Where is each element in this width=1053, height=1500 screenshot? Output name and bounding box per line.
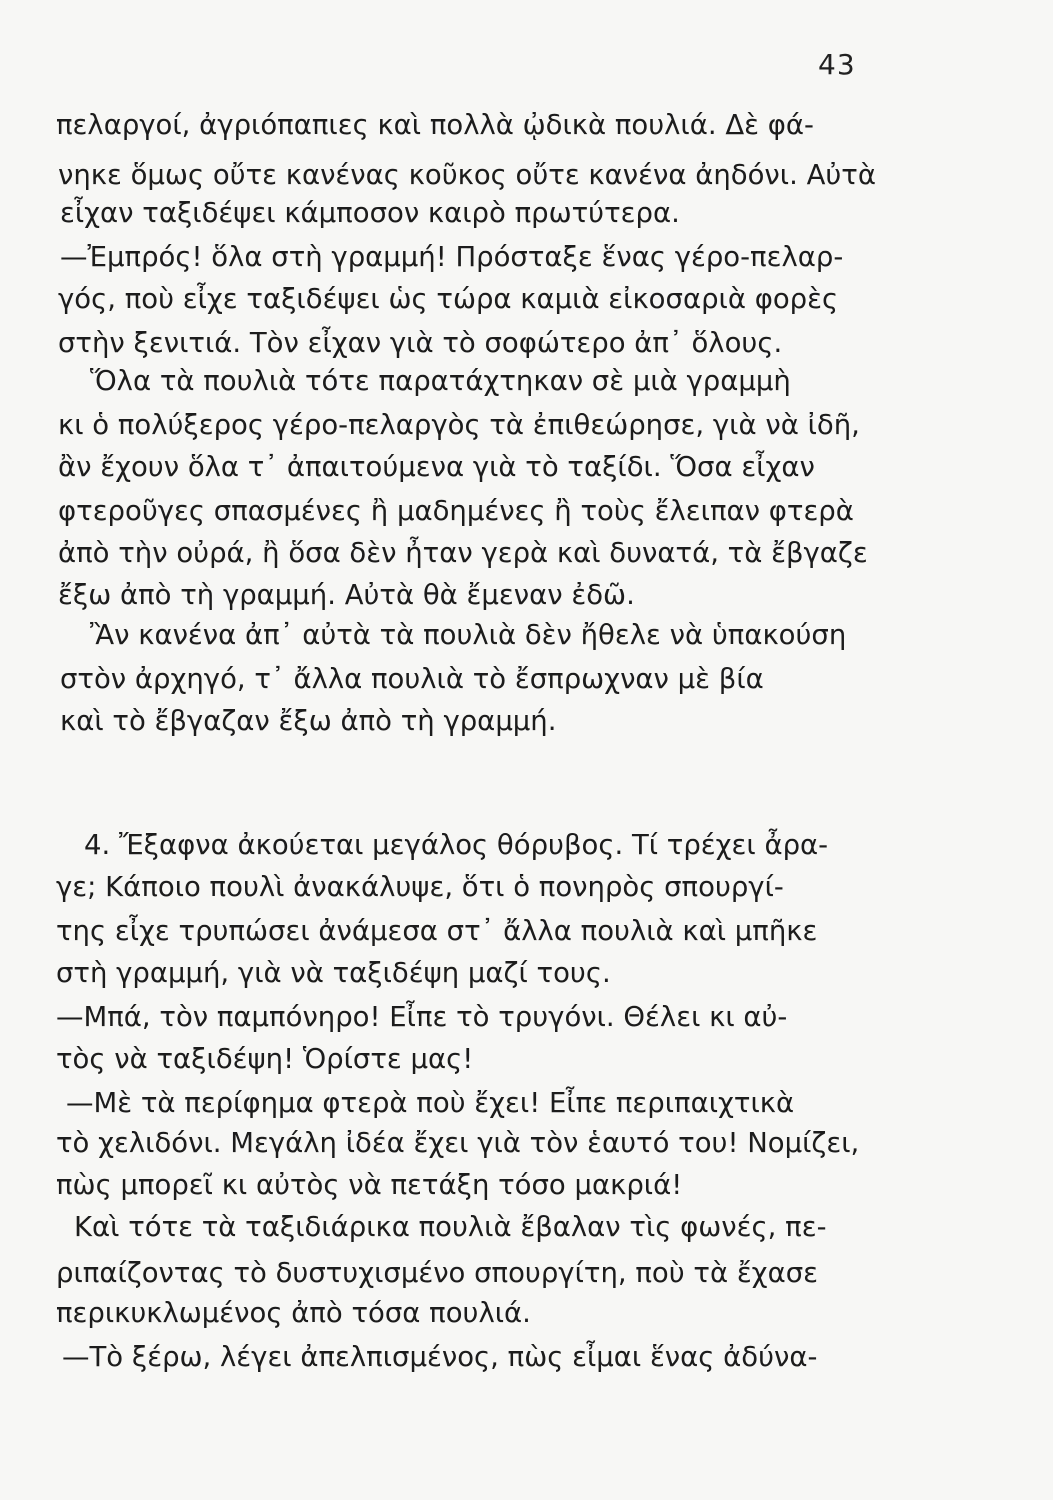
- text-line: πὼς μπορεῖ κι αὐτὸς νὰ πετάξη τόσο μακριά!: [56, 1169, 683, 1201]
- text-line: στὴ γραμμή, γιὰ νὰ ταξιδέψη μαζί τους.: [56, 957, 611, 989]
- text-line: ἂν ἔχουν ὅλα τ᾽ ἀπαιτούμενα γιὰ τὸ ταξίδι. Ὅσα εἶχαν: [58, 451, 815, 483]
- text-line: νηκε ὅμως οὔτε κανένας κοῦκος οὔτε κανένα ἀηδόνι. Αὐτὰ: [58, 159, 876, 191]
- text-line: περικυκλωμένος ἀπὸ τόσα πουλιά.: [56, 1297, 531, 1329]
- text-line: Καὶ τότε τὰ ταξιδιάρικα πουλιὰ ἔβαλαν τὶς φωνές, πε-: [74, 1211, 827, 1243]
- text-line: τὸ χελιδόνι. Μεγάλη ἰδέα ἔχει γιὰ τὸν ἑαυτό του! Νομίζει,: [56, 1127, 860, 1159]
- text-line: —Μπά, τὸν παμπόνηρο! Εἶπε τὸ τρυγόνι. Θέλει κι αὐ-: [56, 1001, 788, 1033]
- text-line: γός, ποὺ εἶχε ταξιδέψει ὡς τώρα καμιὰ εἰκοσαριὰ φορὲς: [58, 283, 839, 315]
- text-line: γε; Κάποιο πουλὶ ἀνακάλυψε, ὅτι ὁ πονηρὸς σπουργί-: [56, 871, 784, 903]
- text-line: καὶ τὸ ἔβγαζαν ἔξω ἀπὸ τὴ γραμμή.: [60, 705, 557, 737]
- text-line: πελαργοί, ἀγριόπαπιες καὶ πολλὰ ᾠδικὰ πουλιά. Δὲ φά-: [56, 109, 814, 141]
- text-line: τὸς νὰ ταξιδέψη! Ὁρίστε μας!: [56, 1043, 474, 1075]
- text-line: φτεροῦγες σπασμένες ἢ μαδημένες ἢ τοὺς ἔλειπαν φτερὰ: [58, 495, 854, 527]
- text-line: —Μὲ τὰ περίφημα φτερὰ ποὺ ἔχει! Εἶπε περιπαιχτικὰ: [66, 1087, 795, 1119]
- text-line: της εἶχε τρυπώσει ἀνάμεσα στ᾽ ἄλλα πουλιὰ καὶ μπῆκε: [56, 915, 818, 947]
- text-line: εἶχαν ταξιδέψει κάμποσον καιρὸ πρωτύτερα.: [60, 197, 680, 229]
- text-line: στὴν ξενιτιά. Τὸν εἶχαν γιὰ τὸ σοφώτερο ἀπ᾽ ὅλους.: [58, 327, 783, 359]
- text-line: Ἂν κανένα ἀπ᾽ αὐτὰ τὰ πουλιὰ δὲν ἤθελε νὰ ὑπακούση: [90, 619, 847, 651]
- text-line: ἀπὸ τὴν οὐρά, ἢ ὅσα δὲν ἦταν γερὰ καὶ δυνατά, τὰ ἔβγαζε: [58, 537, 868, 569]
- text-line: 4. Ἔξαφνα ἀκούεται μεγάλος θόρυβος. Τί τρέχει ἆρα-: [84, 829, 829, 861]
- text-line: κι ὁ πολύξερος γέρο-πελαργὸς τὰ ἐπιθεώρησε, γιὰ νὰ ἰδῆ,: [58, 409, 860, 441]
- page-number: 43: [818, 48, 856, 81]
- text-line: ριπαίζοντας τὸ δυστυχισμένο σπουργίτη, ποὺ τὰ ἔχασε: [56, 1257, 818, 1289]
- text-line: στὸν ἀρχηγό, τ᾽ ἄλλα πουλιὰ τὸ ἔσπρωχναν μὲ βία: [60, 663, 764, 695]
- text-line: —Τὸ ξέρω, λέγει ἀπελπισμένος, πὼς εἶμαι ἕνας ἀδύνα-: [62, 1341, 818, 1373]
- text-line: —Ἐμπρός! ὅλα στὴ γραμμή! Πρόσταξε ἕνας γέρο-πελαρ-: [60, 241, 844, 273]
- text-line: ἔξω ἀπὸ τὴ γραμμή. Αὐτὰ θὰ ἔμεναν ἐδῶ.: [58, 579, 635, 611]
- text-line: Ὅλα τὰ πουλιὰ τότε παρατάχτηκαν σὲ μιὰ γραμμὴ: [90, 365, 791, 397]
